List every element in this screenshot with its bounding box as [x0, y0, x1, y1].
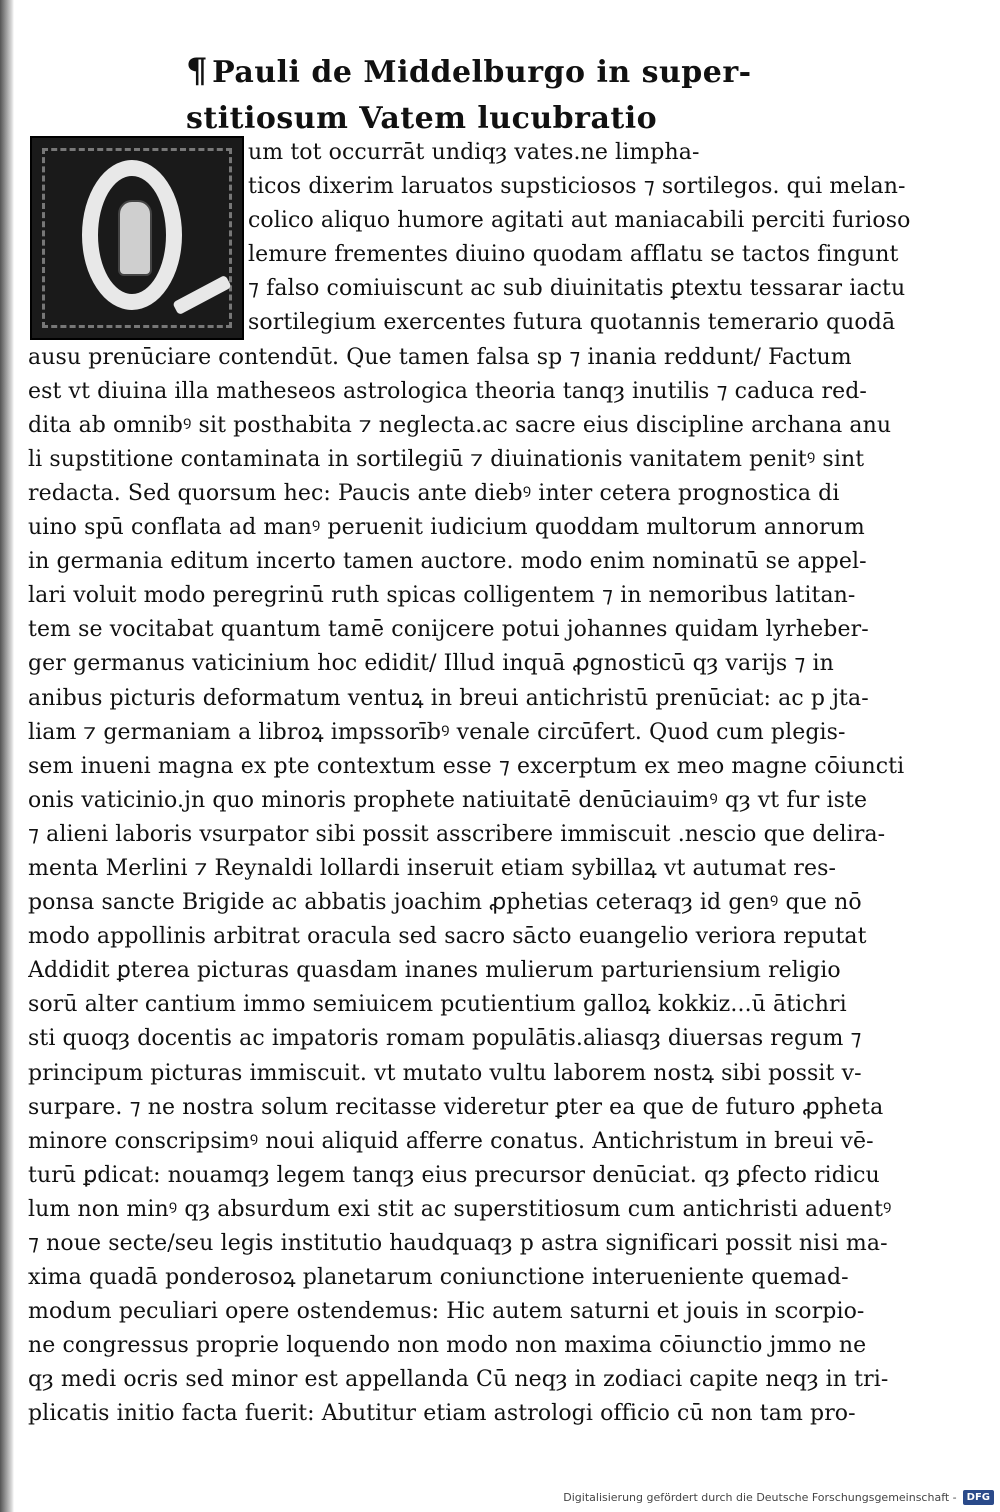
text-line: plicatis initio facta fuerit: Abutitur etiam astrologi officio cū non tam pro- — [28, 1401, 856, 1427]
pilcrow-mark: ¶ — [186, 51, 209, 91]
text-line: ausu prenūciare contendūt. Que tamen falsa sp ⁊ inania reddunt/ Factum — [28, 344, 852, 370]
text-line: minore conscripsimꝰ noui aliquid afferre conatus. Antichristum in breui vē- — [28, 1128, 874, 1154]
text-line: est vt diuina illa matheseos astrologica theoria tanqȝ inutilis ⁊ caduca red- — [28, 378, 867, 404]
text-line: principum picturas immiscuit. vt mutato vultu laborem nostꝝ sibi possit v- — [28, 1060, 862, 1086]
text-line: ⁊ alieni laboris vsurpator sibi possit asscribere immiscuit .nescio que delira- — [28, 821, 886, 847]
text-line: qȝ medi ocris sed minor est appellanda Cū neqȝ in zodiaci capite neqȝ in tri- — [28, 1367, 889, 1393]
text-line: ⁊ noue secte/seu legis institutio haudquaqȝ p astra significari possit nisi ma- — [28, 1231, 888, 1256]
text-line: ticos dixerim laruatos supsticiosos ⁊ sortilegos. qui melan- — [248, 174, 906, 200]
text-line: li supstitione contaminata in sortilegiū ⁊ diuinationis vanitatem penitꝰ sint — [28, 446, 865, 472]
text-line: um tot occurrāt undiqȝ vates.ne limpha- — [248, 140, 700, 165]
text-line: redacta. Sed quorsum hec: Paucis ante diebꝰ inter cetera prognostica di — [28, 480, 840, 506]
document-heading — [186, 48, 966, 142]
text-line: lum non minꝰ qȝ absurdum exi stit ac superstitiosum cum antichristi aduentꝰ — [28, 1196, 892, 1222]
document-body — [28, 136, 968, 1432]
text-line: ⁊ falso comiuiscunt ac sub diuinitatis ꝑtextu tessarar iactu — [248, 276, 906, 302]
text-line: Addidit ꝑterea picturas quasdam inanes mulierum parturiensium religio — [28, 958, 841, 984]
text-line: modum peculiari opere ostendemus: Hic autem saturni et jouis in scorpio- — [28, 1299, 865, 1325]
footer-credit-text: Digitalisierung gefördert durch die Deutsche Forschungsgemeinschaft - — [563, 1490, 957, 1504]
text-line: sortilegium exercentes futura quotannis temerario quodā — [248, 310, 896, 336]
text-line: surpare. ⁊ ne nostra solum recitasse videretur ꝑter ea que de futuro ꝓpheta — [28, 1094, 884, 1120]
digitization-footer — [563, 1486, 994, 1508]
text-line: ponsa sancte Brigide ac abbatis joachim ꝓphetias ceteraqȝ id genꝰ que nō — [28, 890, 862, 916]
dfg-logo: DFG — [963, 1490, 994, 1505]
text-line: xima quadā ponderosoꝝ planetarum coniunctione interueniente quemad- — [28, 1265, 849, 1291]
text-line: liam ⁊ germaniam a libroꝝ impssorībꝰ venale circūfert. Quod cum plegis- — [28, 719, 846, 745]
page-edge-shadow — [0, 0, 14, 1512]
text-line: in germania editum incerto tamen auctore. modo enim nominatū se appel- — [28, 549, 867, 575]
text-line: sem inueni magna ex pte contextum esse ⁊ excerptum ex meo magne cōiuncti — [28, 753, 905, 779]
heading-line-2: stitiosum Vatem lucubratio — [186, 101, 658, 136]
text-line: anibus picturis deformatum ventuꝝ in breui antichristū prenūciat: ac p jta- — [28, 685, 869, 711]
text-line: tem se vocitabat quantum tamē conijcere potui johannes quidam lyrheber- — [28, 617, 869, 643]
text-line: ne congressus proprie loquendo non modo non maxima cōiunctio jmmo ne — [28, 1333, 867, 1359]
text-line: uino spū conflata ad manꝰ peruenit iudicium quoddam multorum annorum — [28, 515, 865, 541]
text-line: lari voluit modo peregrinū ruth spicas colligentem ⁊ in nemoribus latitan- — [28, 583, 856, 609]
text-line: ger germanus vaticinium hoc edidit/ Illud inquā ꝓgnosticū qȝ varijs ⁊ in — [28, 651, 834, 677]
heading-line-1: Pauli de Middelburgo in super- — [212, 55, 752, 90]
text-line: sorū alter cantium immo semiuicem pcutientium galloꝝ kokkiz...ū ātichri — [28, 992, 847, 1018]
text-line: lemure frementes diuino quodam afflatu se tactos fingunt — [248, 242, 899, 268]
text-line: menta Merlini ⁊ Reynaldi lollardi inseruit etiam sybillaꝝ vt autumat res- — [28, 855, 837, 881]
text-line: dita ab omnibꝰ sit posthabita ⁊ neglecta.ac sacre eius discipline archana anu — [28, 412, 892, 438]
text-line: onis vaticinio.jn quo minoris prophete natiuitatē denūciauimꝰ qȝ vt fur iste — [28, 787, 868, 813]
text-line: modo appollinis arbitrat oracula sed sacro sācto euangelio veriora reputat — [28, 924, 867, 950]
text-line: turū ꝑdicat: nouamqȝ legem tanqȝ eius precursor denūciat. qȝ ꝑfecto ridicu — [28, 1162, 880, 1188]
text-line: colico aliquo humore agitati aut maniacabili perciti furioso — [248, 208, 911, 234]
text-line: sti quoqȝ docentis ac impatoris romam populātis.aliasqȝ diuersas regum ⁊ — [28, 1026, 862, 1052]
